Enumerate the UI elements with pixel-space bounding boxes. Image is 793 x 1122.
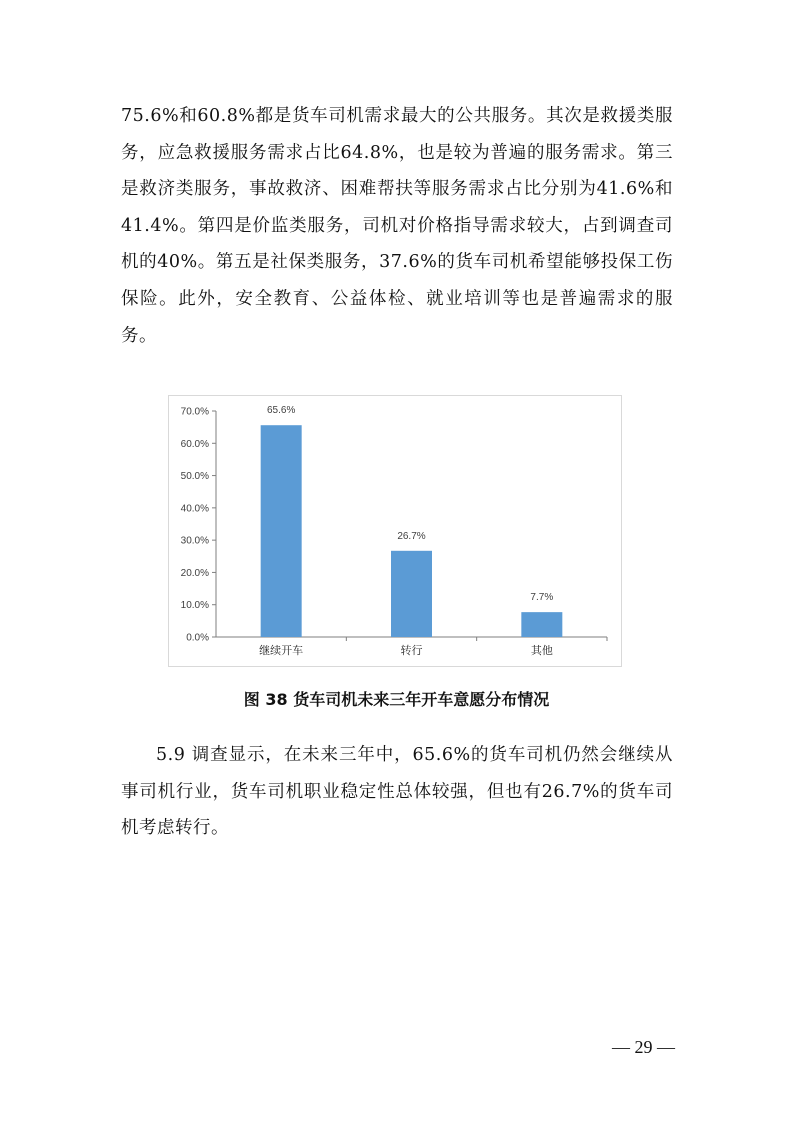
y-tick-label: 60.0% [180,438,209,450]
body-paragraph-2: 5.9 调查显示，在未来三年中，65.6%的货车司机仍然会继续从事司机行业，货车司机职业稳定性总体较强，但也有26.7%的货车司机考虑转行。 [121,745,673,839]
bar-3 [521,612,562,637]
x-category-label: 转行 [400,645,423,657]
x-category-label: 其他 [530,645,553,657]
y-tick-label: 10.0% [180,600,209,612]
bar-chart-svg [169,396,623,668]
page-number: — 29 — [612,1037,675,1057]
bar-chart [168,395,622,667]
y-tick-label: 0.0% [186,632,209,644]
data-label: 26.7% [397,530,426,542]
data-label: 7.7% [530,592,554,604]
data-label: 65.6% [266,405,296,417]
body-paragraph-1: 75.6%和60.8%都是货车司机需求最大的公共服务。其次是救援类服务，应急救援服务需求占比64.8%，也是较为普遍的服务需求。第三是救济类服务，事故救济、困难帮扶等服务需求占比分别为41.6%和41.4%。第四是价监类服务，司机对价格指导需求较大，占到调查司机的40%。第五是社保类服务，37.6%的货车司机希望能够投保工伤保险。此外，安全教育、公益体检、就业培训等也是普遍需求的服务。 [121,106,673,346]
figure-caption: 图 38 货车司机未来三年开车意愿分布情况 [243,690,550,709]
bar-2 [391,551,432,637]
x-category-label: 继续开车 [259,645,304,657]
bar-1 [261,425,302,637]
y-tick-label: 70.0% [180,406,209,418]
y-tick-label: 20.0% [180,567,209,579]
y-tick-label: 30.0% [180,535,209,547]
y-tick-label: 40.0% [180,503,209,515]
y-tick-label: 50.0% [180,471,209,483]
